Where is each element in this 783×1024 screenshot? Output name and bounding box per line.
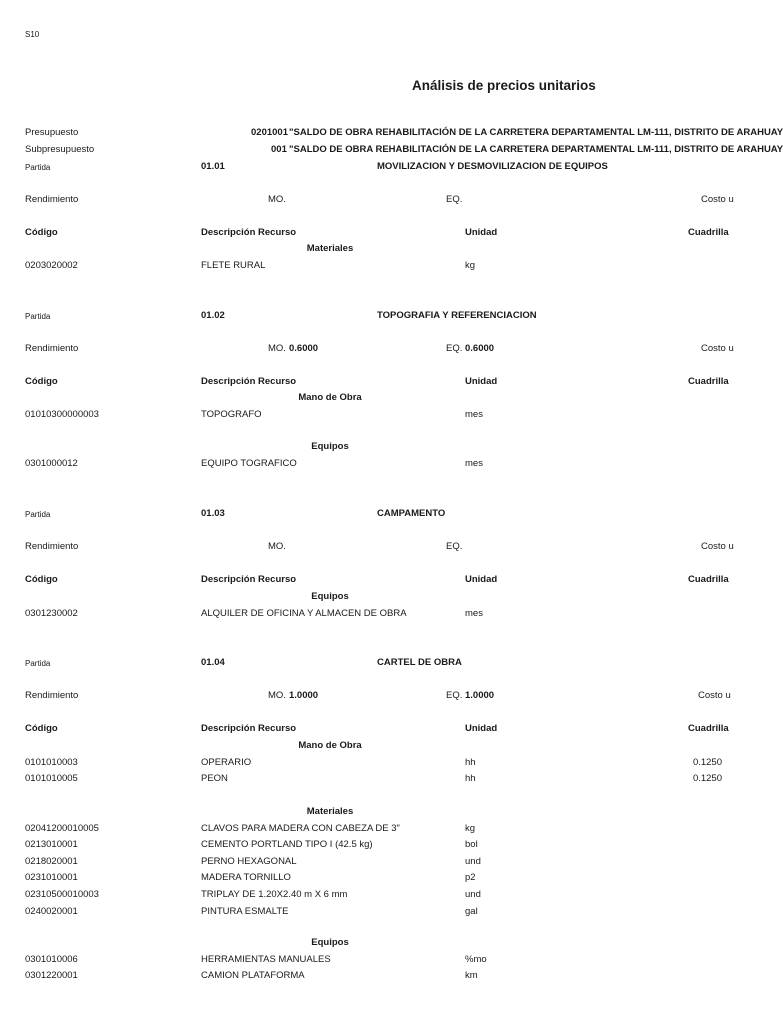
group-title: Materiales [306, 806, 354, 817]
resource-description: CEMENTO PORTLAND TIPO I (42.5 kg) [201, 839, 373, 850]
resource-cuadrilla: 0.1250 [692, 757, 722, 768]
resource-unit: mes [465, 409, 483, 420]
partida-code: 01.03 [201, 508, 225, 519]
eq-label: EQ. [446, 541, 463, 552]
eq-label: EQ. [446, 690, 463, 701]
partida-code: 01.02 [201, 310, 225, 321]
resource-unit: kg [465, 260, 476, 271]
resource-unit: und [465, 856, 481, 867]
resource-description: HERRAMIENTAS MANUALES [201, 954, 331, 965]
resource-cuadrilla: 0.1250 [692, 773, 722, 784]
codigo-header: Código [25, 723, 58, 734]
rendimiento-label: Rendimiento [25, 541, 79, 552]
eq-label: EQ. [446, 343, 463, 354]
descripcion-header: Descripción Recurso [201, 574, 297, 585]
subpresupuesto-label: Subpresupuesto [25, 144, 95, 155]
cuadrilla-header: Cuadrilla [688, 376, 729, 387]
resource-description: OPERARIO [201, 757, 252, 768]
resource-code: 0101010003 [25, 757, 78, 768]
costo-unitario-label: Costo u [701, 194, 734, 205]
costo-unitario-label: Costo u [698, 690, 731, 701]
resource-code: 0240020001 [25, 906, 78, 917]
resource-unit: mes [465, 458, 483, 469]
presupuesto-code: 0201001 [251, 127, 288, 138]
cuadrilla-header: Cuadrilla [688, 723, 729, 734]
group-title: Equipos [311, 937, 349, 948]
presupuesto-description: "SALDO DE OBRA REHABILITACIÓN DE LA CARRETERA DEPARTAMENTAL LM-111, DISTRITO DE ARAHUAY [289, 127, 783, 138]
cuadrilla-header: Cuadrilla [688, 574, 729, 585]
resource-unit: %mo [465, 954, 487, 965]
partida-label: Partida [25, 163, 51, 172]
resource-description: CAMION PLATAFORMA [201, 970, 305, 981]
resource-description: TOPOGRAFO [201, 409, 262, 420]
partida-code: 01.01 [201, 161, 225, 172]
codigo-header: Código [25, 574, 58, 585]
partida-name: CAMPAMENTO [377, 508, 446, 519]
partida-label: Partida [25, 659, 51, 668]
mo-value: 0.6000 [289, 343, 319, 354]
resource-code: 0101010005 [25, 773, 78, 784]
unidad-header: Unidad [465, 574, 498, 585]
eq-label: EQ. [446, 194, 463, 205]
resource-unit: kg [465, 823, 476, 834]
partida-label: Partida [25, 510, 51, 519]
resource-code: 02041200010005 [25, 823, 99, 834]
costo-unitario-label: Costo u [701, 343, 734, 354]
mo-label: MO. [268, 541, 286, 552]
page-title: Análisis de precios unitarios [412, 78, 596, 93]
partida-name: CARTEL DE OBRA [377, 657, 462, 668]
descripcion-header: Descripción Recurso [201, 723, 297, 734]
resource-description: PEON [201, 773, 228, 784]
cuadrilla-header: Cuadrilla [688, 227, 729, 238]
group-title: Equipos [311, 441, 349, 452]
partida-label: Partida [25, 312, 51, 321]
rendimiento-label: Rendimiento [25, 343, 79, 354]
resource-code: 0301230002 [25, 608, 78, 619]
resource-code: 0301220001 [25, 970, 78, 981]
resource-unit: und [465, 889, 481, 900]
descripcion-header: Descripción Recurso [201, 227, 297, 238]
resource-unit: bol [465, 839, 478, 850]
descripcion-header: Descripción Recurso [201, 376, 297, 387]
presupuesto-label: Presupuesto [25, 127, 79, 138]
rendimiento-label: Rendimiento [25, 690, 79, 701]
resource-unit: mes [465, 608, 483, 619]
app-code: S10 [25, 30, 40, 39]
subpresupuesto-code: 001 [271, 144, 287, 155]
group-title: Mano de Obra [298, 740, 362, 751]
codigo-header: Código [25, 227, 58, 238]
resource-description: FLETE RURAL [201, 260, 266, 271]
group-title: Mano de Obra [298, 392, 362, 403]
group-title: Equipos [311, 591, 349, 602]
subpresupuesto-description: "SALDO DE OBRA REHABILITACIÓN DE LA CARRETERA DEPARTAMENTAL LM-111, DISTRITO DE ARAHUAY [289, 144, 783, 155]
resource-description: PINTURA ESMALTE [201, 906, 289, 917]
partida-code: 01.04 [201, 657, 225, 668]
resource-description: EQUIPO TOGRAFICO [201, 458, 297, 469]
resource-code: 0301000012 [25, 458, 78, 469]
mo-label: MO. [268, 690, 286, 701]
resource-unit: km [465, 970, 478, 981]
resource-description: CLAVOS PARA MADERA CON CABEZA DE 3" [201, 823, 400, 834]
group-title: Materiales [306, 243, 354, 254]
resource-unit: hh [465, 757, 476, 768]
resource-unit: gal [465, 906, 478, 917]
resource-description: PERNO HEXAGONAL [201, 856, 297, 867]
mo-label: MO. [268, 343, 286, 354]
partida-name: MOVILIZACION Y DESMOVILIZACION DE EQUIPOS [377, 161, 608, 172]
resource-code: 0213010001 [25, 839, 78, 850]
resource-code: 0203020002 [25, 260, 78, 271]
eq-value: 1.0000 [465, 690, 495, 701]
unidad-header: Unidad [465, 376, 498, 387]
costo-unitario-label: Costo u [701, 541, 734, 552]
unidad-header: Unidad [465, 227, 498, 238]
resource-description: TRIPLAY DE 1.20X2.40 m X 6 mm [201, 889, 348, 900]
resource-description: MADERA TORNILLO [201, 872, 291, 883]
resource-unit: hh [465, 773, 476, 784]
codigo-header: Código [25, 376, 58, 387]
rendimiento-label: Rendimiento [25, 194, 79, 205]
partida-name: TOPOGRAFIA Y REFERENCIACION [377, 310, 537, 321]
resource-code: 0218020001 [25, 856, 78, 867]
resource-code: 0301010006 [25, 954, 78, 965]
resource-code: 02310500010003 [25, 889, 99, 900]
resource-code: 01010300000003 [25, 409, 99, 420]
mo-label: MO. [268, 194, 286, 205]
unidad-header: Unidad [465, 723, 498, 734]
mo-value: 1.0000 [289, 690, 319, 701]
resource-unit: p2 [465, 872, 476, 883]
resource-code: 0231010001 [25, 872, 78, 883]
eq-value: 0.6000 [465, 343, 495, 354]
resource-description: ALQUILER DE OFICINA Y ALMACEN DE OBRA [201, 608, 407, 619]
